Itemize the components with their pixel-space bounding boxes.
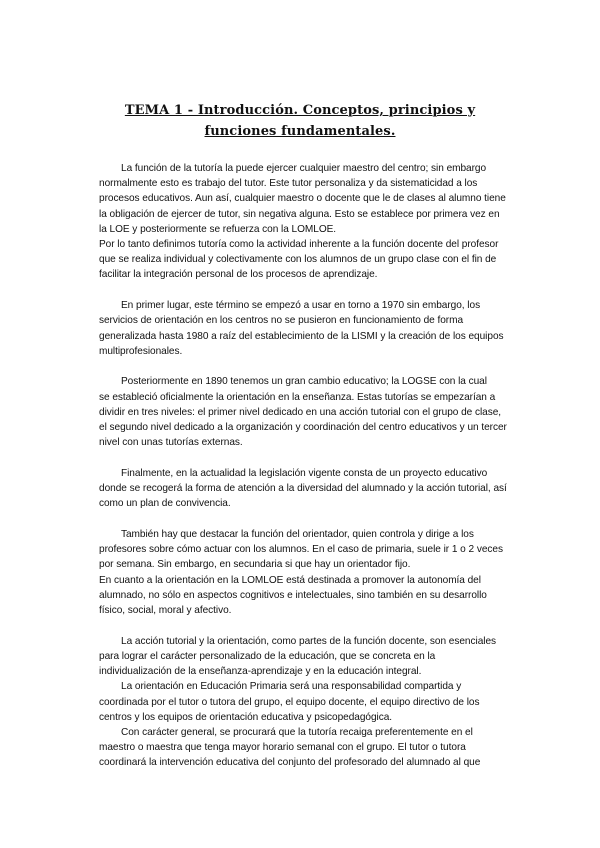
text-line: por semana. Sin embargo, en secundaria si que hay un orientador fijo. xyxy=(99,559,411,571)
paragraph-spacer xyxy=(99,283,524,299)
paragraph-spacer xyxy=(99,359,524,375)
paragraph-accion-tutorial xyxy=(99,634,524,680)
text-line: la LOE y posteriormente se refuerza con la LOMLOE. xyxy=(99,223,337,235)
text-line: En cuanto a la orientación en la LOMLOE está destinada a promover la autonomía del xyxy=(99,574,481,586)
page-title xyxy=(60,100,540,142)
document-body xyxy=(99,161,524,771)
text-line: profesores sobre cómo actuar con los alumnos. En el caso de primaria, suele ir 1 o 2 veces xyxy=(99,544,503,556)
text-line: dividir en tres niveles: el primer nivel dedicado en una acción tutorial con el grupo de clase, xyxy=(99,406,502,418)
text-line: para lograr el carácter personalizado de la educación, que se concreta en la xyxy=(99,650,436,662)
paragraph-orientacion-primaria xyxy=(99,679,524,725)
paragraph-logse xyxy=(99,374,524,450)
text-line: Por lo tanto definimos tutoría como la actividad inherente a la función docente del profesor xyxy=(99,239,499,251)
text-line: nivel con unas tutorías externas. xyxy=(99,437,243,449)
paragraph-historia-1970 xyxy=(99,298,524,359)
text-line: físico, social, moral y afectivo. xyxy=(99,605,232,617)
text-line: multiprofesionales. xyxy=(99,345,183,357)
text-line: facilitar la integración personal de los procesos de aprendizaje. xyxy=(99,269,378,281)
text-line: La orientación en Educación Primaria será una responsabilidad compartida y xyxy=(121,681,462,693)
text-line: maestro o maestra que tenga mayor horario semanal con el grupo. El tutor o tutora xyxy=(99,742,466,754)
text-line: procesos educativos. Aun así, cualquier maestro o docente que le de clases al alumno tiene xyxy=(99,193,506,205)
text-line: También hay que destacar la función del orientador, quien controla y dirige a los xyxy=(121,529,474,541)
text-line: individualización de la enseñanza-aprendizaje y en la educación integral. xyxy=(99,666,422,678)
text-line: La acción tutorial y la orientación, como partes de la función docente, son esenciales xyxy=(121,635,497,647)
paragraph-spacer xyxy=(99,618,524,634)
title-line-2: funciones fundamentales. xyxy=(204,124,396,139)
paragraph-legislacion-vigente xyxy=(99,466,524,512)
paragraph-spacer xyxy=(99,512,524,528)
text-line: servicios de orientación en los centros no se pusieron en funcionamiento de forma xyxy=(99,315,464,327)
paragraph-definicion-tutoria xyxy=(99,237,524,283)
text-line: alumnado, no sólo en aspectos cognitivos e intelectuales, sino también en su desarrollo xyxy=(99,589,487,601)
text-line: como un plan de convivencia. xyxy=(99,498,231,510)
text-line: el segundo nivel dedicado a la organización y coordinación del centro educativos y un tercer xyxy=(99,422,507,434)
paragraph-caracter-general xyxy=(99,725,524,771)
text-line: normalmente esto es trabajo del tutor. Este tutor personaliza y da sistematicidad a los xyxy=(99,178,478,190)
text-line: Posteriormente en 1890 tenemos un gran cambio educativo; la LOGSE con la cual xyxy=(121,376,487,388)
text-line: generalizada hasta 1980 a raíz del establecimiento de la LISMI y la creación de los equipos xyxy=(99,330,504,342)
text-line: coordinada por el tutor o tutora del grupo, el equipo docente, el equipo directivo de los xyxy=(99,696,480,708)
text-line: La función de la tutoría la puede ejercer cualquier maestro del centro; sin embargo xyxy=(121,163,487,174)
text-line: Con carácter general, se procurará que la tutoría recaiga preferentemente en el xyxy=(121,727,473,738)
text-line: que se realiza individual y colectivamente con los alumnos de un grupo clase con el fin de xyxy=(99,254,497,266)
paragraph-lomloe-orientacion xyxy=(99,573,524,619)
title-line-1: TEMA 1 - Introducción. Conceptos, principios y xyxy=(124,103,476,118)
text-line: Finalmente, en la actualidad la legislación vigente consta de un proyecto educativo xyxy=(121,467,488,479)
text-line: se estableció oficialmente la orientación en la enseñanza. Estas tutorías se empezarían a xyxy=(99,391,496,403)
paragraph-orientador xyxy=(99,527,524,573)
paragraph-spacer xyxy=(99,450,524,466)
paragraph-tutoria-intro xyxy=(99,161,524,237)
text-line: la obligación de ejercer de tutor, sin negativa alguna. Esto se establece por primera vez en xyxy=(99,208,500,220)
text-line: En primer lugar, este término se empezó a usar en torno a 1970 sin embargo, los xyxy=(121,300,481,312)
text-line: donde se recogerá la forma de atención a la diversidad del alumnado y la acción tutorial, así xyxy=(99,483,507,495)
text-line: centros y los equipos de orientación educativa y psicopedagógica. xyxy=(99,711,393,723)
text-line: coordinará la intervención educativa del conjunto del profesorado del alumnado al que xyxy=(99,757,481,769)
